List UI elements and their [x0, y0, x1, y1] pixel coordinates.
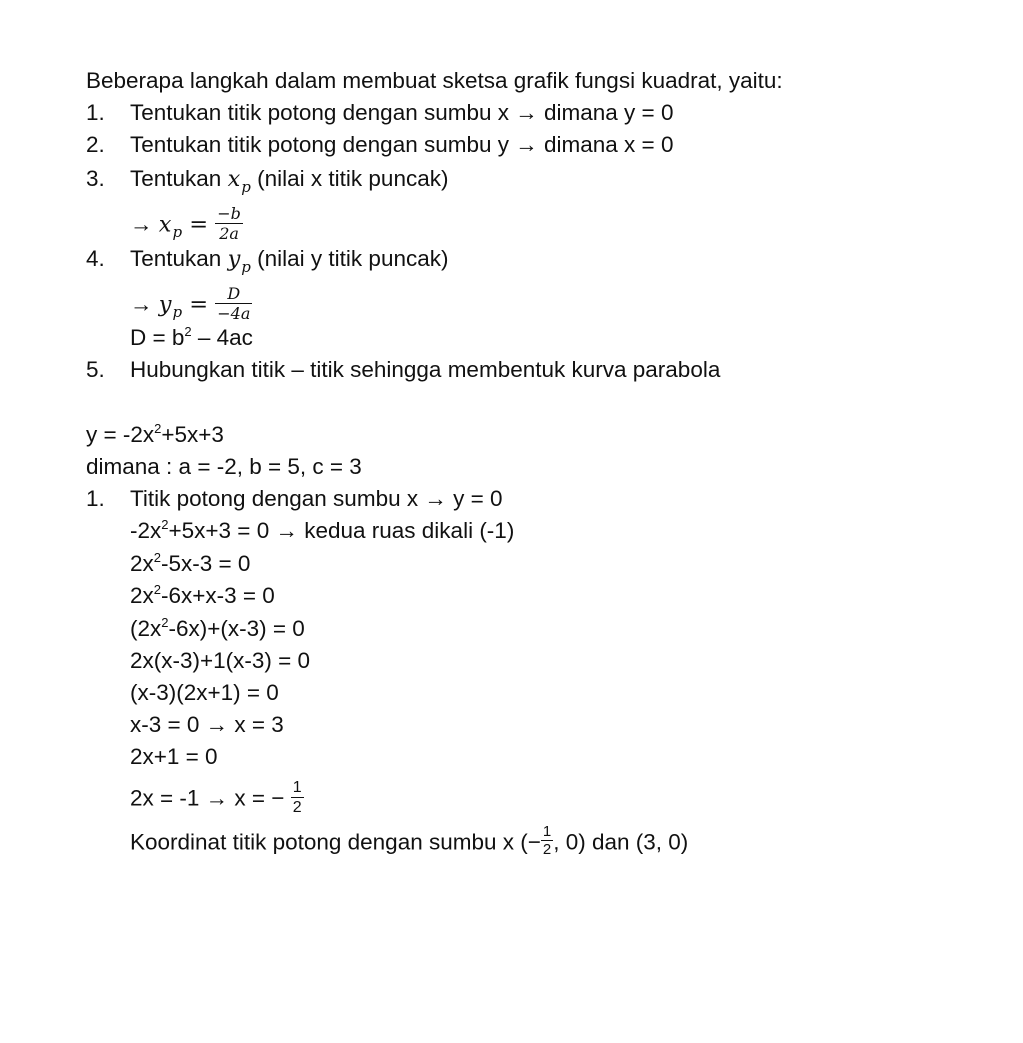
step-text: Hubungkan titik – titik sehingga membentuk kurva parabola — [130, 357, 721, 382]
equals-sign: = — [182, 291, 216, 318]
formula-pre: Koordinat titik potong dengan sumbu x (− — [130, 829, 541, 855]
numerator: 1 — [292, 779, 302, 796]
denominator: 2a — [219, 224, 239, 243]
math-subscript: p — [241, 178, 251, 196]
work-line — [130, 581, 275, 614]
formula-yp — [130, 286, 252, 325]
step-text-post: (nilai y titik puncak) — [250, 246, 449, 271]
denominator: 2 — [542, 841, 552, 858]
equation — [86, 420, 224, 453]
formula-post: +5x+3 = 0 → kedua ruas dikali (-1) — [168, 518, 515, 543]
work-line — [130, 516, 514, 549]
superscript: 2 — [153, 550, 161, 565]
work-line: x-3 = 0 → x = 3 — [130, 712, 284, 737]
step-text: Tentukan titik potong dengan sumbu y → dimana x = 0 — [130, 132, 674, 157]
arrow: → — [130, 211, 159, 237]
step-text: Titik potong dengan sumbu x → y = 0 — [130, 486, 503, 511]
formula-post: -6x+x-3 = 0 — [161, 583, 275, 608]
formula-pre: D = b — [130, 325, 185, 350]
formula-pre: -2x — [130, 518, 162, 543]
math-variable: y — [158, 291, 172, 318]
step-text-post: (nilai x titik puncak) — [250, 166, 449, 191]
step-number: 5. — [86, 357, 105, 382]
fraction — [291, 778, 304, 817]
discriminant-formula — [130, 323, 253, 356]
coordinate-text — [130, 823, 689, 861]
fraction — [215, 284, 252, 323]
math-variable: x — [158, 211, 172, 238]
equals-sign: = — [182, 211, 216, 238]
step-text: Tentukan titik potong dengan sumbu x → dimana y = 0 — [130, 100, 674, 125]
superscript: 2 — [154, 421, 162, 436]
formula-pre: 2x — [130, 551, 154, 576]
work-line — [130, 549, 250, 582]
superscript: 2 — [161, 517, 169, 532]
formula-pre: 2x = -1 → x = − — [130, 785, 285, 811]
work-line — [130, 614, 305, 647]
fraction — [215, 204, 243, 243]
numerator: −b — [217, 204, 241, 223]
step-number: 1. — [86, 486, 105, 511]
work-line: (x-3)(2x+1) = 0 — [130, 680, 279, 705]
formula-pre: y = -2x — [86, 422, 155, 447]
step-number: 1. — [86, 100, 105, 125]
step-text — [130, 164, 448, 196]
math-subscript: p — [172, 223, 183, 242]
formula-post: -6x)+(x-3) = 0 — [168, 616, 305, 641]
formula-pre: (2x — [130, 616, 162, 641]
step-text — [130, 244, 448, 276]
denominator: 2 — [292, 799, 302, 816]
math-subscript: p — [241, 258, 251, 276]
superscript: 2 — [161, 615, 169, 630]
step-text-pre: Tentukan — [130, 166, 228, 191]
coefficients: dimana : a = -2, b = 5, c = 3 — [86, 454, 362, 479]
step-text-pre: Tentukan — [130, 246, 228, 271]
numerator: D — [227, 284, 241, 303]
work-line: 2x(x-3)+1(x-3) = 0 — [130, 648, 311, 673]
intro-text: Beberapa langkah dalam membuat sketsa grafik fungsi kuadrat, yaitu: — [86, 68, 783, 93]
superscript: 2 — [153, 582, 161, 597]
formula-post: -5x-3 = 0 — [161, 551, 251, 576]
math-variable: y — [227, 246, 241, 272]
fraction — [541, 823, 553, 858]
formula-pre: 2x — [130, 583, 154, 608]
formula-post: +5x+3 — [161, 422, 224, 447]
formula-post: – 4ac — [191, 325, 253, 350]
arrow: → — [130, 291, 159, 317]
denominator: −4a — [217, 304, 251, 323]
numerator: 1 — [542, 823, 552, 840]
math-variable: x — [227, 166, 241, 192]
math-subscript: p — [172, 303, 183, 322]
work-line: 2x+1 = 0 — [130, 744, 218, 769]
step-number: 2. — [86, 132, 105, 157]
step-number: 3. — [86, 166, 105, 191]
superscript: 2 — [184, 324, 192, 339]
formula-post: , 0) dan (3, 0) — [553, 829, 689, 855]
step-number: 4. — [86, 246, 105, 271]
work-line — [130, 780, 304, 819]
formula-xp — [130, 206, 243, 245]
